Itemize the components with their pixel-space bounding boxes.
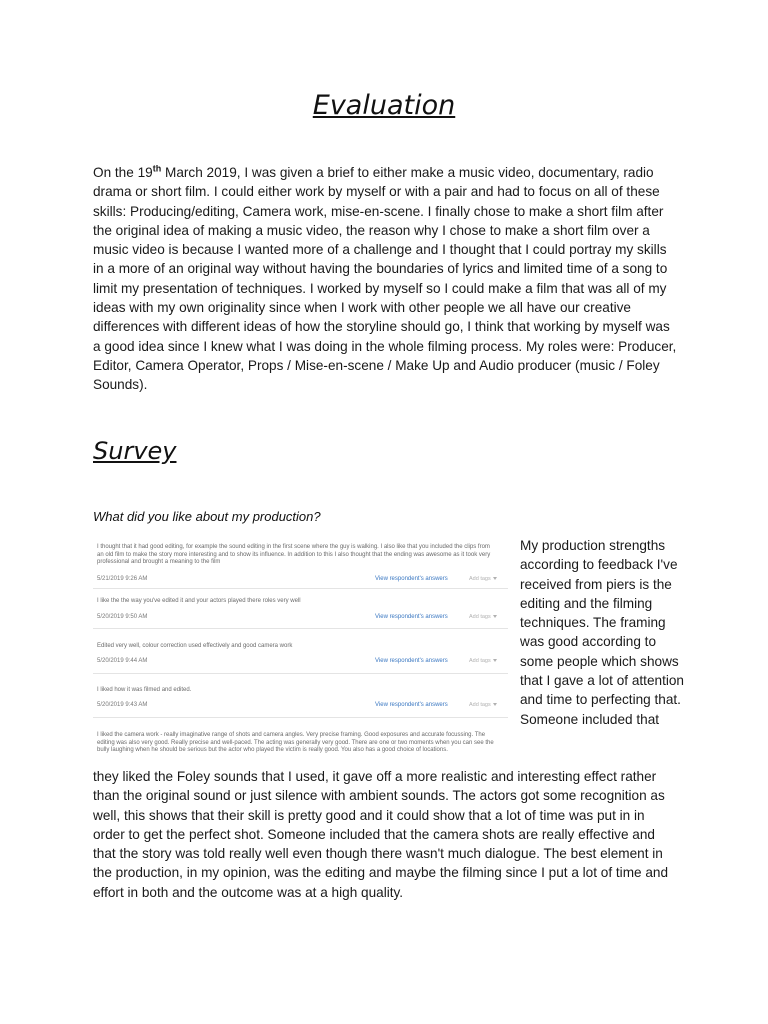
view-answers-link[interactable]: View respondent's answers [375,702,448,708]
chevron-down-icon [493,703,497,706]
add-tags-label: Add tags [469,702,491,708]
intro-superscript: th [152,163,162,174]
response-text: I like the the way you've edited it and your actors played there roles very well [97,598,301,604]
response-text: I liked the camera work - really imaginative range of shots and camera angles. Very precise framing. Good exposures and accurate focussing. The editing was also very good. Really precise and well-paced. The acting was generally very good. There are one or two moments when you can see the bully laughing when he should be serious but the actor who played the victim is really good. You also has a good choice of locations. [97,732,494,753]
survey-responses-screenshot [93,536,508,768]
response-item [93,687,508,718]
response-item [93,732,508,766]
view-answers-link[interactable]: View respondent's answers [375,658,448,664]
add-tags-dropdown[interactable] [469,613,497,621]
add-tags-label: Add tags [469,576,491,582]
survey-heading: Survey [93,437,177,465]
response-item [93,544,508,589]
add-tags-dropdown[interactable] [469,575,497,583]
response-date: 5/20/2019 9:43 AM [97,702,148,708]
response-text: Edited very well, colour correction used effectively and good camera work [97,643,293,649]
page-title: Evaluation [312,90,456,121]
add-tags-dropdown[interactable] [469,701,497,709]
view-answers-link[interactable]: View respondent's answers [375,614,448,620]
intro-body: March 2019, I was given a brief to either make a music video, documentary, radio drama or short film. I could either work by myself or with a pair and had to focus on all of these skills: Producing/editing, Camera work, mise-en-scene. I finally chose to make a short film after the original idea of making a music video, the reason why I chose to make a short film over a music video is because I wanted more of a challenge and I thought that I could portray my skills in a more of an original way without having the boundaries of lyrics and limited time of a song to limit my presentation of techniques. I worked by myself so I could make a film that was all of my ideas with my own originality since when I work with other people we all have our creative differences with different ideas of how the storyline should go, I think that working by myself was a good idea since I knew what I was doing in the whole filming process. My roles were: Producer, Editor, Camera Operator, Props / Mise-en-scene / Make Up and Audio producer (music / Foley Sounds). [93,165,677,393]
bottom-paragraph: they liked the Foley sounds that I used, it gave off a more realistic and interesting effect rather than the original sound or just silence with ambient sounds. The actors got some recognition as well, this shows that their skill is pretty good and it could show that a lot of time was put in in order to get the perfect shot. Someone included that the camera shots are really effective and that the story was told really well even though there wasn't much dialogue. The best element in the production, in my opinion, was the editing and maybe the filming since I put a lot of time and effort in both and the outcome was at a high quality. [93,769,669,900]
add-tags-dropdown[interactable] [469,657,497,665]
survey-question: What did you like about my production? [93,509,321,524]
chevron-down-icon [493,577,497,580]
chevron-down-icon [493,659,497,662]
add-tags-label: Add tags [469,658,491,664]
intro-paragraph [93,163,678,395]
side-paragraph: My production strengths according to feedback I've received from piers is the editing and the filming techniques. The framing was good according to some people which shows that I gave a lot of attention and time to perfecting that. Someone included that [520,538,684,727]
response-date: 5/20/2019 9:44 AM [97,658,148,664]
response-date: 5/20/2019 9:50 AM [97,614,148,620]
response-date: 5/21/2019 9:26 AM [97,576,148,582]
add-tags-label: Add tags [469,614,491,620]
response-item [93,643,508,674]
chevron-down-icon [493,615,497,618]
response-item [93,598,508,629]
view-answers-link[interactable]: View respondent's answers [375,576,448,582]
response-text: I thought that it had good editing, for example the sound editing in the first scene where the guy is walking. I also like that you included the clips from an old film to make the story more interesting and to show its influence. In addition to this I also thought that the ending was awesome as it took very professional and brought a meaning to the film [97,544,491,565]
response-text: I liked how it was filmed and edited. [97,687,192,693]
intro-prefix: On the 19 [93,165,153,180]
